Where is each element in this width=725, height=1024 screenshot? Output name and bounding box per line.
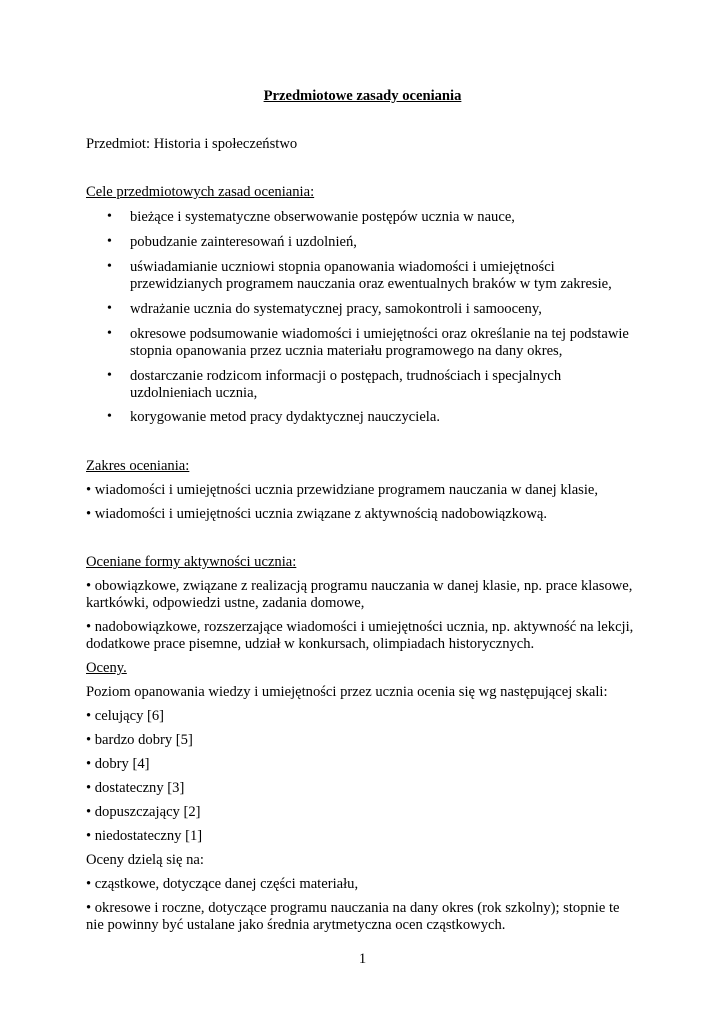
grade-scale-item: • niedostateczny [1] — [86, 828, 203, 844]
forms-item: • nadobowiązkowe, rozszerzające wiadomości i umiejętności ucznia, np. aktywność na lekcji, — [86, 619, 634, 635]
list-item-continuation: stopnia opanowania przez ucznia materiału programowego na dany okres, — [130, 343, 563, 359]
grade-scale-item: • dostateczny [3] — [86, 780, 185, 796]
list-item: uświadamianie uczniowi stopnia opanowania wiadomości i umiejętności — [130, 259, 555, 275]
document-title: Przedmiotowe zasady oceniania — [263, 88, 462, 104]
forms-item-continuation: dodatkowe prace pisemne, udział w konkursach, olimpiadach historycznych. — [86, 636, 535, 652]
grades-division-intro: Oceny dzielą się na: — [86, 852, 204, 868]
forms-item-continuation: kartkówki, odpowiedzi ustne, zadania domowe, — [86, 595, 365, 611]
grades-intro: Poziom opanowania wiedzy i umiejętności przez ucznia ocenia się wg następującej skali: — [86, 684, 608, 700]
grades-division-item: • cząstkowe, dotyczące danej części materiału, — [86, 876, 359, 892]
list-item: okresowe podsumowanie wiadomości i umiejętności oraz określanie na tej podstawie — [130, 326, 629, 342]
list-item: bieżące i systematyczne obserwowanie postępów ucznia w nauce, — [130, 209, 515, 225]
grades-division-item: • okresowe i roczne, dotyczące programu nauczania na dany okres (rok szkolny); stopnie te — [86, 900, 620, 916]
list-item-continuation: przewidzianych programem nauczania oraz ewentualnych braków w tym zakresie, — [130, 276, 612, 292]
bullet-icon: • — [107, 209, 112, 224]
bullet-icon: • — [107, 259, 112, 274]
bullet-icon: • — [107, 326, 112, 341]
scope-item: • wiadomości i umiejętności ucznia związane z aktywnością nadobowiązkową. — [86, 506, 548, 522]
subject-line: Przedmiot: Historia i społeczeństwo — [86, 136, 298, 152]
list-item: korygowanie metod pracy dydaktycznej nauczyciela. — [130, 409, 440, 425]
goals-heading: Cele przedmiotowych zasad oceniania: — [86, 184, 315, 200]
grade-scale-item: • celujący [6] — [86, 708, 165, 724]
forms-heading: Oceniane formy aktywności ucznia: — [86, 554, 297, 570]
page-number: 1 — [358, 951, 367, 967]
list-item-continuation: uzdolnieniach ucznia, — [130, 385, 258, 401]
list-item: pobudzanie zainteresowań i uzdolnień, — [130, 234, 357, 250]
grade-scale-item: • dobry [4] — [86, 756, 150, 772]
bullet-icon: • — [107, 301, 112, 316]
scope-heading: Zakres oceniania: — [86, 458, 190, 474]
grades-division-item-continuation: nie powinny być ustalane jako średnia arytmetyczna ocen cząstkowych. — [86, 917, 506, 933]
grades-heading: Oceny. — [86, 660, 127, 676]
forms-item: • obowiązkowe, związane z realizacją programu nauczania w danej klasie, np. prace klasowe, — [86, 578, 633, 594]
bullet-icon: • — [107, 409, 112, 424]
grade-scale-item: • bardzo dobry [5] — [86, 732, 193, 748]
bullet-icon: • — [107, 234, 112, 249]
scope-item: • wiadomości i umiejętności ucznia przewidziane programem nauczania w danej klasie, — [86, 482, 599, 498]
list-item: wdrażanie ucznia do systematycznej pracy, samokontroli i samooceny, — [130, 301, 542, 317]
grade-scale-item: • dopuszczający [2] — [86, 804, 201, 820]
bullet-icon: • — [107, 368, 112, 383]
list-item: dostarczanie rodzicom informacji o postępach, trudnościach i specjalnych — [130, 368, 562, 384]
